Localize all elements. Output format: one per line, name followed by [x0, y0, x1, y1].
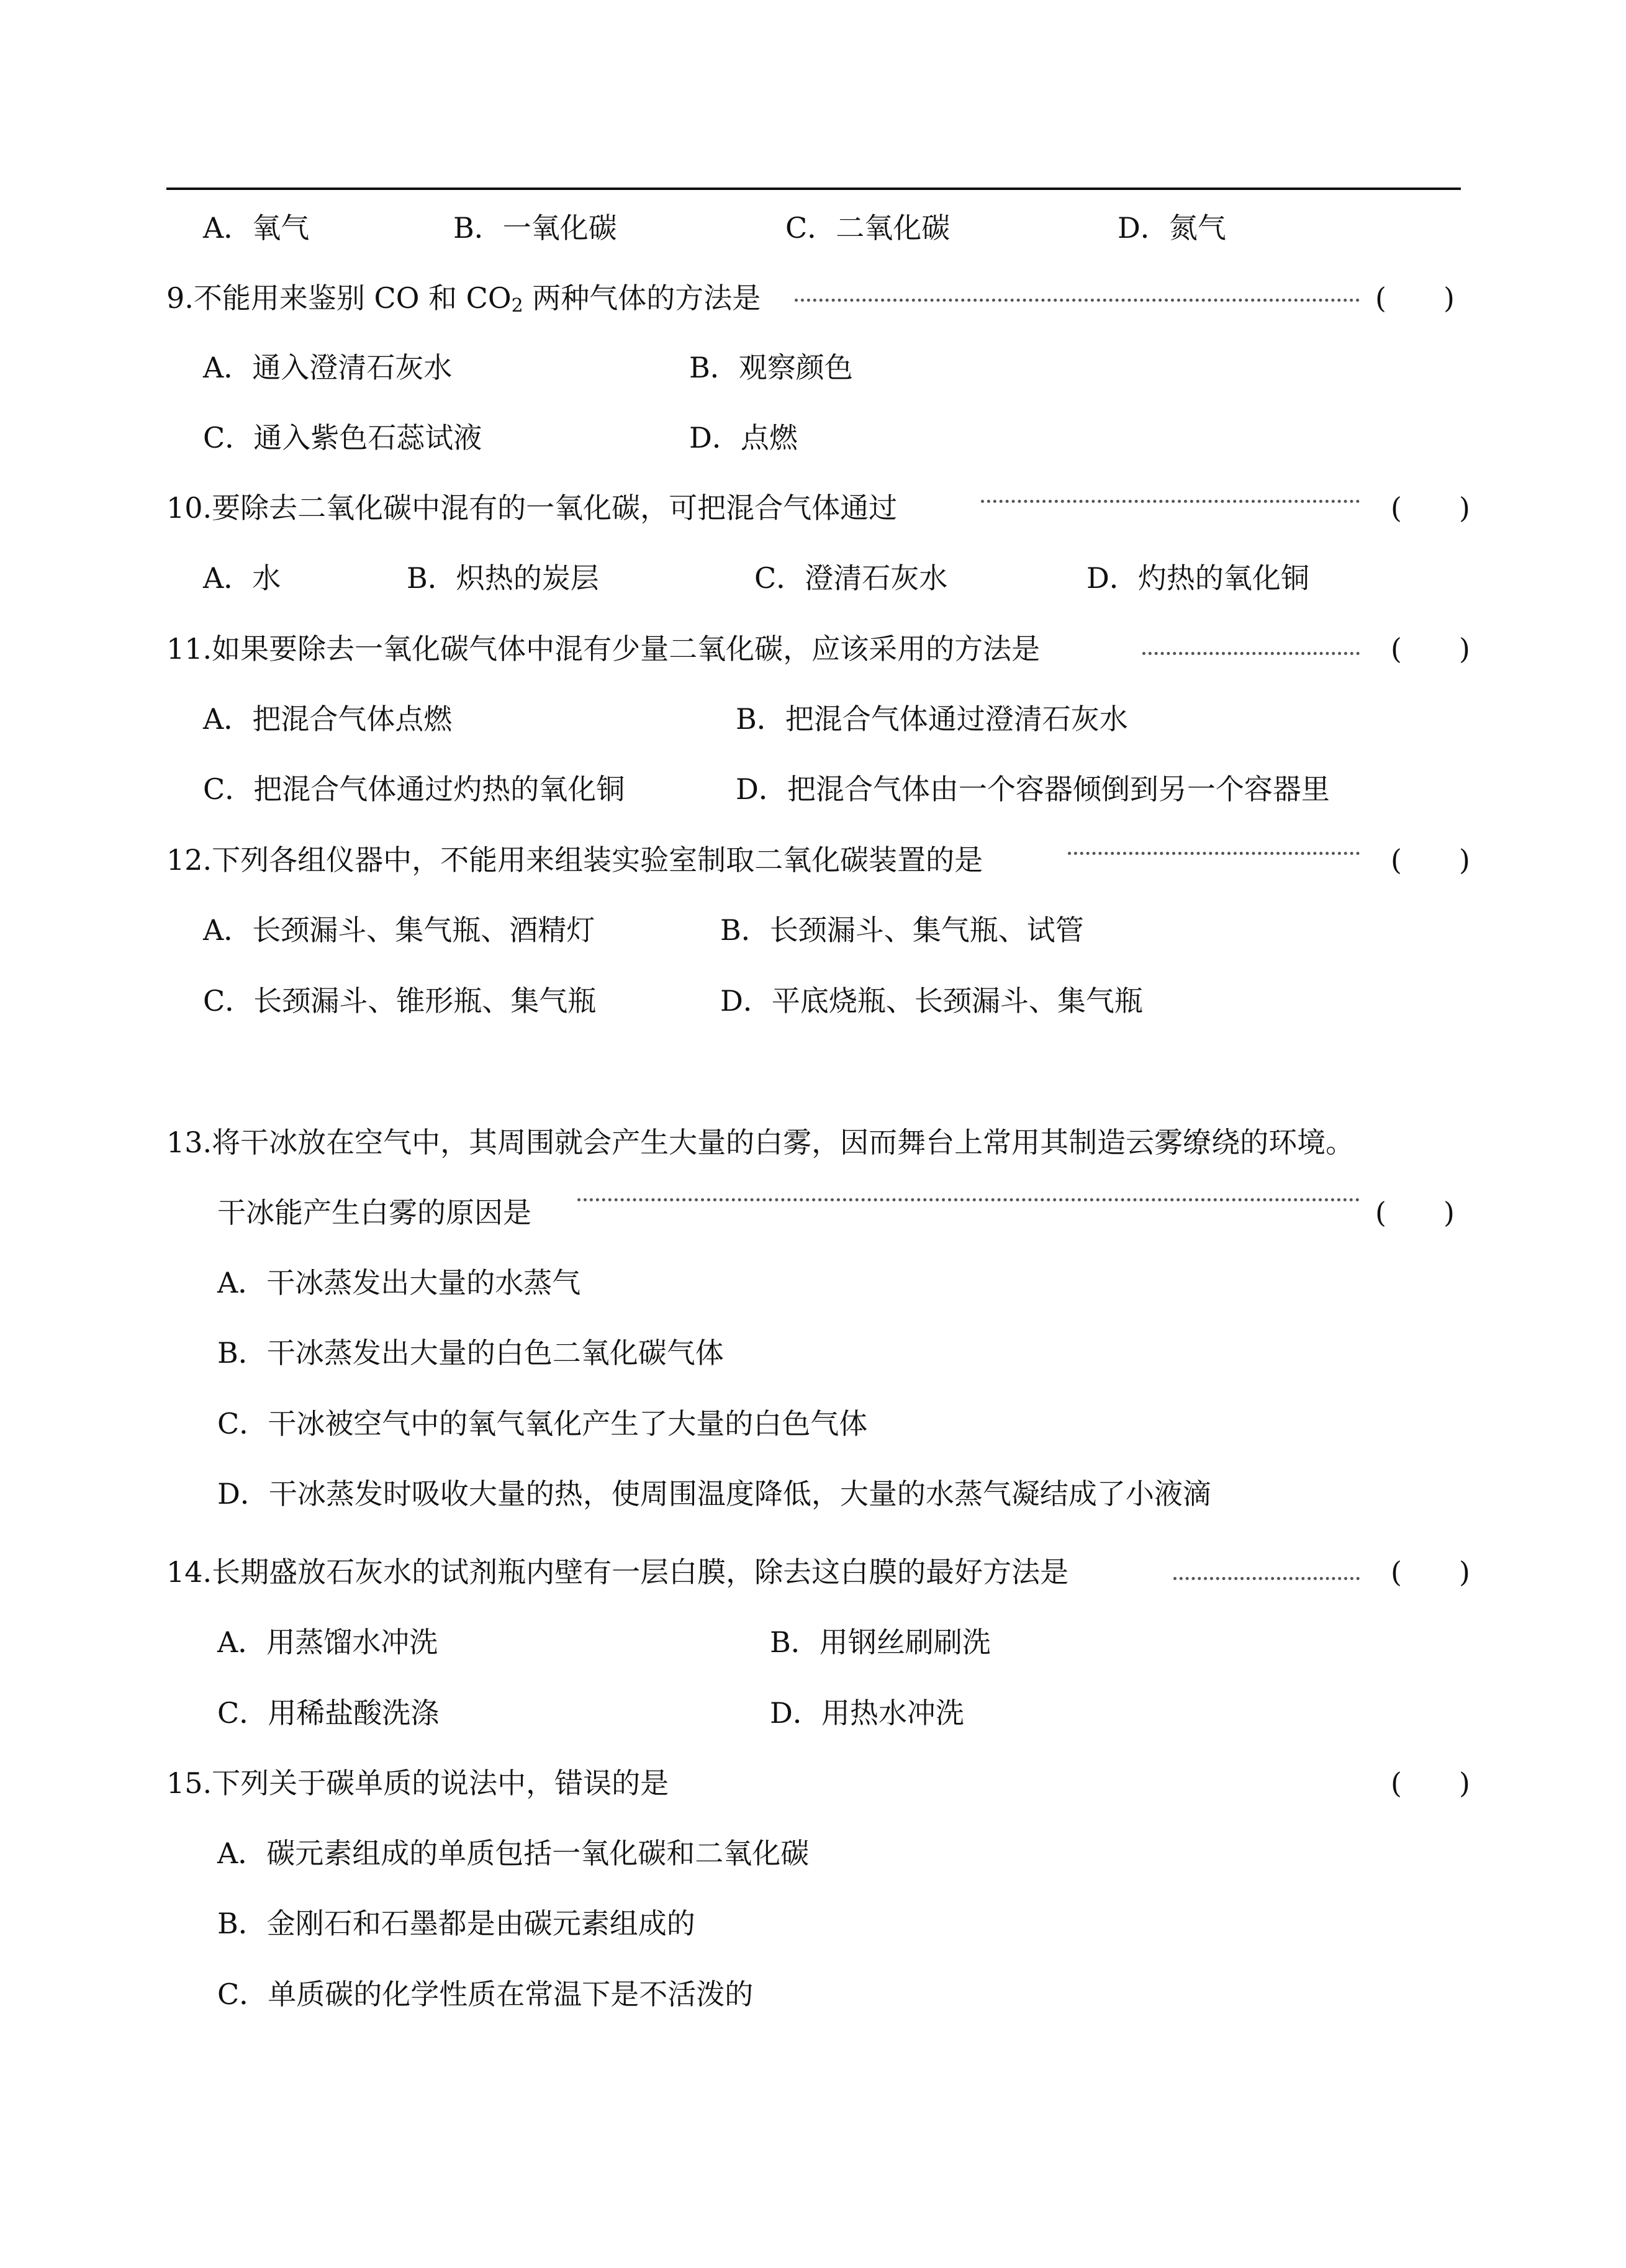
q14-option-c: C．用稀盐酸洗涤: [217, 1696, 440, 1730]
q12-option-c: C．长颈漏斗、锥形瓶、集气瓶: [203, 984, 597, 1018]
q10-option-b: B．炽热的炭层: [407, 561, 599, 595]
q11-option-c: C．把混合气体通过灼热的氧化铜: [203, 772, 625, 806]
q10-option-a: A．水: [203, 561, 281, 595]
q15-option-c: C．单质碳的化学性质在常温下是不活泼的: [217, 1977, 754, 2011]
q9-answer-paren: ( ): [1375, 281, 1455, 315]
q14-stem: 14.长期盛放石灰水的试剂瓶内壁有一层白膜，除去这白膜的最好方法是: [166, 1555, 1069, 1589]
q14-answer-paren: ( ): [1391, 1555, 1470, 1589]
q10-stem: 10.要除去二氧化碳中混有的一氧化碳，可把混合气体通过: [166, 491, 898, 525]
q9-stem: 9.不能用来鉴别 CO 和 $CO_2$ 两种气体的方法是: [166, 281, 761, 317]
q10-leader-dots: [981, 500, 1360, 503]
q12-option-a: A．长颈漏斗、集气瓶、酒精灯: [203, 913, 595, 947]
q11-stem: 11.如果要除去一氧化碳气体中混有少量二氧化碳，应该采用的方法是: [166, 632, 1041, 666]
q12-option-b: B．长颈漏斗、集气瓶、试管: [720, 913, 1084, 947]
q11-leader-dots: [1142, 652, 1360, 655]
q9-option-a: A．通入澄清石灰水: [203, 351, 453, 384]
q15-option-a: A．碳元素组成的单质包括一氧化碳和二氧化碳: [217, 1837, 810, 1870]
q11-option-d: D．把混合气体由一个容器倾倒到另一个容器里: [736, 772, 1330, 806]
q12-option-d: D．平底烧瓶、长颈漏斗、集气瓶: [720, 984, 1143, 1018]
q10-answer-paren: ( ): [1391, 491, 1470, 525]
q12-answer-paren: ( ): [1391, 843, 1470, 877]
q13-option-d: D．干冰蒸发时吸收大量的热，使周围温度降低，大量的水蒸气凝结成了小液滴: [217, 1477, 1211, 1511]
q14-leader-dots: [1173, 1577, 1360, 1580]
q8-option-c: C．二氧化碳: [785, 211, 951, 245]
q8-option-b: B．一氧化碳: [453, 211, 617, 245]
q12-leader-dots: [1068, 852, 1360, 855]
q13-leader-dots: [577, 1198, 1360, 1201]
q13-option-a: A．干冰蒸发出大量的水蒸气: [217, 1266, 581, 1299]
q9-option-c: C．通入紫色石蕊试液: [203, 421, 482, 454]
q13-option-b: B．干冰蒸发出大量的白色二氧化碳气体: [217, 1336, 724, 1370]
q11-option-b: B．把混合气体通过澄清石灰水: [736, 702, 1128, 736]
q11-option-a: A．把混合气体点燃: [203, 702, 453, 736]
q13-stem-continued: 干冰能产生白雾的原因是: [217, 1196, 531, 1229]
q10-option-c: C．澄清石灰水: [754, 561, 948, 595]
q9-leader-dots: [795, 299, 1360, 302]
q14-option-b: B．用钢丝刷刷洗: [770, 1625, 991, 1659]
q9-subscript: 2: [511, 295, 523, 317]
q13-answer-paren: ( ): [1375, 1196, 1455, 1229]
q8-option-a: A．氧气: [203, 211, 310, 245]
q11-answer-paren: ( ): [1391, 632, 1470, 666]
q8-option-d: D．氮气: [1118, 211, 1226, 245]
q9-option-b: B．观察颜色: [689, 351, 853, 384]
q14-option-a: A．用蒸馏水冲洗: [217, 1625, 438, 1659]
q13-option-c: C．干冰被空气中的氧气氧化产生了大量的白色气体: [217, 1407, 868, 1440]
q15-answer-paren: ( ): [1391, 1766, 1470, 1800]
q13-stem: 13.将干冰放在空气中，其周围就会产生大量的白雾，因而舞台上常用其制造云雾缭绕的环境。: [166, 1126, 1355, 1159]
q14-option-d: D．用热水冲洗: [770, 1696, 964, 1730]
q15-stem: 15.下列关于碳单质的说法中，错误的是: [166, 1766, 669, 1800]
q15-option-b: B．金刚石和石墨都是由碳元素组成的: [217, 1907, 695, 1940]
q12-stem: 12.下列各组仪器中，不能用来组装实验室制取二氧化碳装置的是: [166, 843, 983, 877]
q10-option-d: D．灼热的氧化铜: [1086, 561, 1309, 595]
header-rule: [166, 187, 1461, 190]
q9-option-d: D．点燃: [689, 421, 798, 454]
